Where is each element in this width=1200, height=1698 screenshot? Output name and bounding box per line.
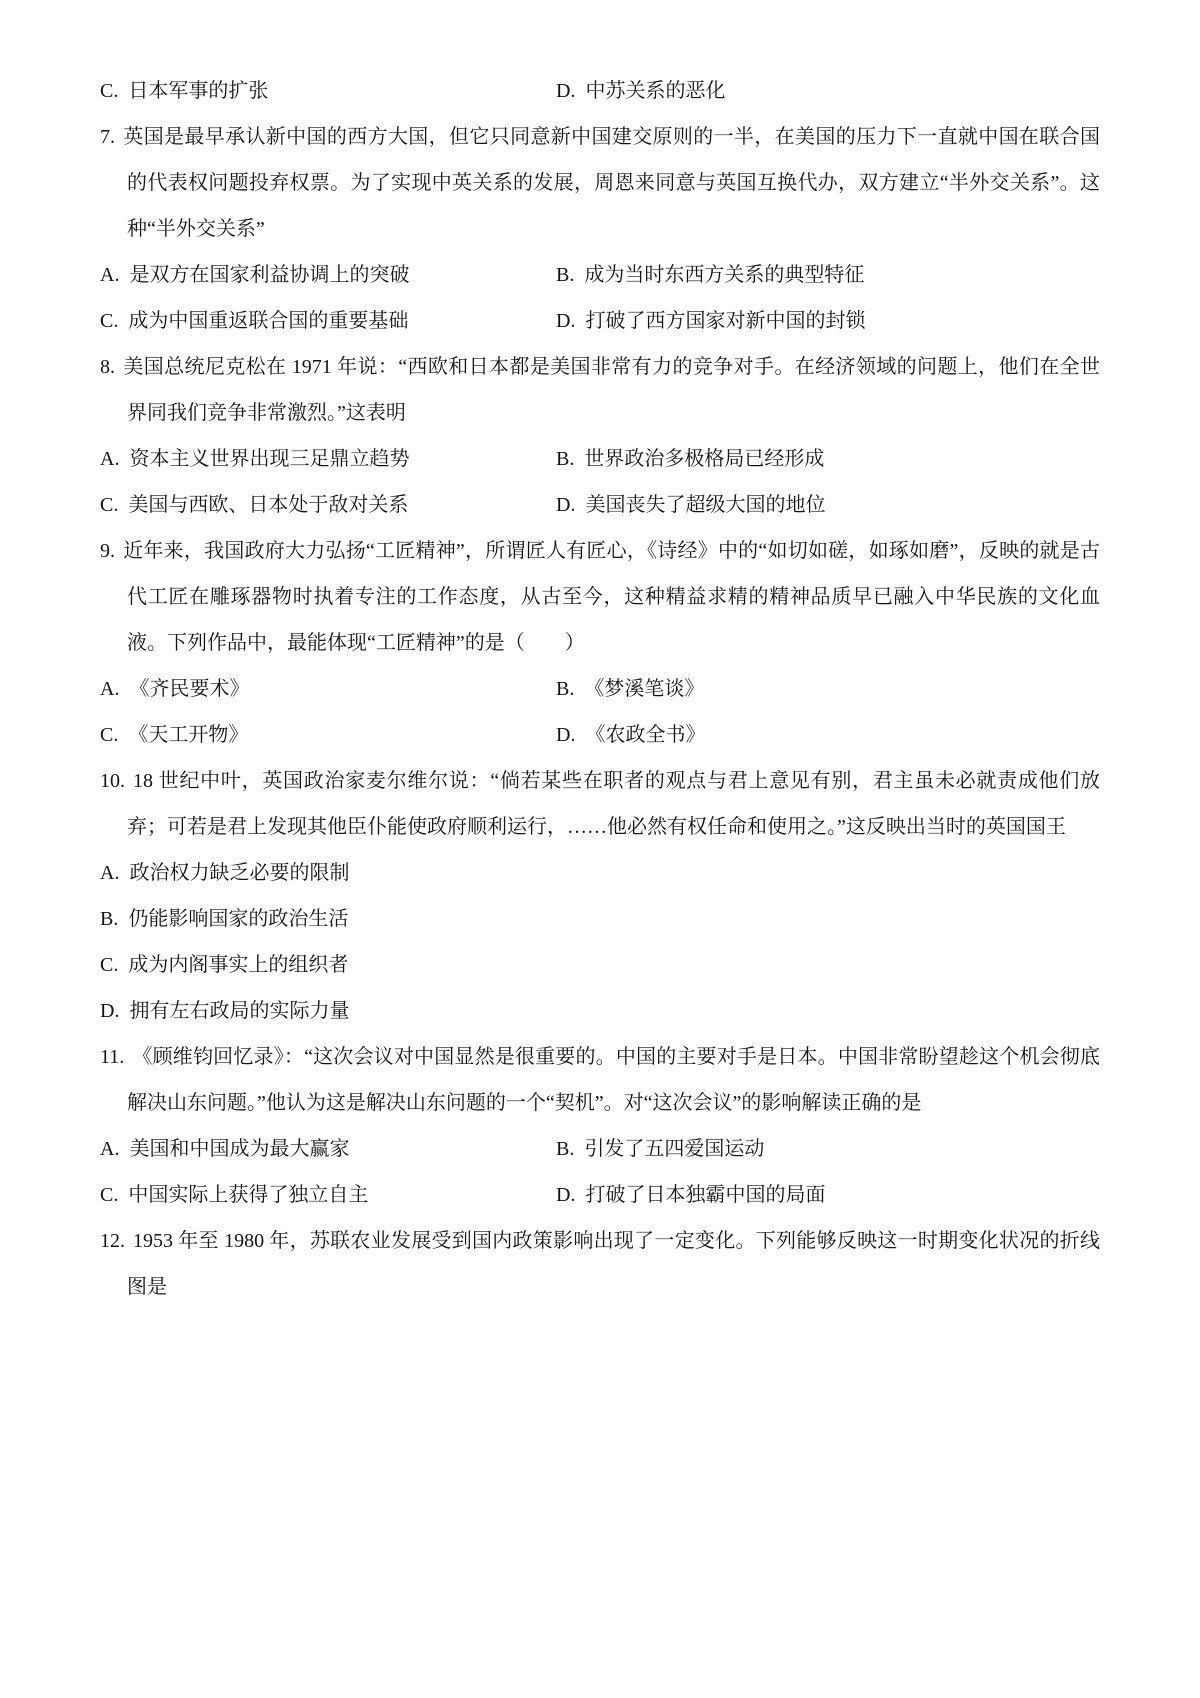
option (556, 1126, 1100, 1172)
option-label: D. (556, 310, 576, 332)
option (556, 252, 1100, 298)
option-row (100, 298, 1100, 344)
option (100, 954, 348, 976)
option-label: B. (556, 1138, 575, 1160)
question-stem (100, 1034, 1100, 1126)
option-text: 《梦溪笔谈》 (584, 678, 705, 700)
option (556, 436, 1100, 482)
question-text: 1953 年至 1980 年，苏联农业发展受到国内政策影响出现了一定变化。下列能够反映这一时期变化状况的折线图是 (127, 1230, 1100, 1298)
option-text: 是双方在国家利益协调上的突破 (129, 264, 410, 286)
option-text: 世界政治多极格局已经形成 (584, 448, 825, 470)
option-label: A. (100, 1138, 120, 1160)
option-text: 《齐民要术》 (129, 678, 250, 700)
option (100, 482, 556, 528)
option-label: D. (556, 1184, 576, 1206)
option-text: 日本军事的扩张 (128, 80, 269, 102)
question-stem (100, 114, 1100, 252)
option-label: D. (556, 80, 576, 102)
option-label: D. (100, 1000, 120, 1022)
option (100, 252, 556, 298)
option-row (100, 850, 1100, 896)
option-label: C. (100, 310, 119, 332)
option-text: 资本主义世界出现三足鼎立趋势 (129, 448, 410, 470)
option (556, 298, 1100, 344)
option (100, 862, 349, 884)
option (556, 1172, 1100, 1218)
option-label: A. (100, 448, 120, 470)
option-text: 拥有左右政局的实际力量 (129, 1000, 350, 1022)
option-row (100, 252, 1100, 298)
question-text: 美国总统尼克松在 1971 年说：“西欧和日本都是美国非常有力的竞争对手。在经济领域的问题上，他们在全世界同我们竞争非常激烈。”这表明 (123, 356, 1100, 424)
question-number: 9. (100, 540, 115, 562)
option-label: B. (100, 908, 119, 930)
option (100, 712, 556, 758)
option-label: A. (100, 678, 120, 700)
question-number: 11. (100, 1046, 125, 1068)
question-stem (100, 758, 1100, 850)
option (556, 482, 1100, 528)
option-label: A. (100, 264, 120, 286)
option-label: C. (100, 1184, 119, 1206)
option (100, 1000, 349, 1022)
question-text: 《顾维钧回忆录》：“这次会议对中国显然是很重要的。中国的主要对手是日本。中国非常盼望趁这个机会彻底解决山东问题。”他认为这是解决山东问题的一个“契机”。对“这次会议”的影响解读正确的是 (127, 1046, 1100, 1114)
question-number: 8. (100, 356, 115, 378)
option-row (100, 1172, 1100, 1218)
option-text: 打破了日本独霸中国的局面 (585, 1184, 826, 1206)
question-stem (100, 528, 1100, 666)
option-label: D. (556, 494, 576, 516)
option-row (100, 988, 1100, 1034)
option-row (100, 666, 1100, 712)
option-row (100, 896, 1100, 942)
option (100, 436, 556, 482)
question-number: 10. (100, 770, 125, 792)
option-label: C. (100, 954, 119, 976)
option-text: 《农政全书》 (585, 724, 706, 746)
question-number: 12. (100, 1230, 125, 1252)
option-text: 中国实际上获得了独立自主 (128, 1184, 369, 1206)
option-text: 政治权力缺乏必要的限制 (129, 862, 350, 884)
question-stem (100, 344, 1100, 436)
option-label: A. (100, 862, 120, 884)
option (100, 1172, 556, 1218)
option-label: C. (100, 80, 119, 102)
option-row (100, 942, 1100, 988)
option-label: D. (556, 724, 576, 746)
question-stem (100, 1218, 1100, 1310)
option-row (100, 436, 1100, 482)
question-number: 7. (100, 126, 115, 148)
option (100, 1126, 556, 1172)
option-row (100, 482, 1100, 528)
option (100, 908, 348, 930)
option-label: C. (100, 724, 119, 746)
option-label: C. (100, 494, 119, 516)
option-text: 美国丧失了超级大国的地位 (585, 494, 826, 516)
question-text: 18 世纪中叶，英国政治家麦尔维尔说：“倘若某些在职者的观点与君上意见有别，君主虽未必就责成他们放弃；可若是君上发现其他臣仆能使政府顺利运行，……他必然有权任命和使用之。”这反映出当时的英国国王 (127, 770, 1100, 838)
option-text: 中苏关系的恶化 (585, 80, 726, 102)
option-text: 《天工开物》 (128, 724, 249, 746)
option (556, 712, 1100, 758)
option-label: B. (556, 678, 575, 700)
option-text: 美国和中国成为最大赢家 (129, 1138, 350, 1160)
option-text: 成为中国重返联合国的重要基础 (128, 310, 409, 332)
option-row (100, 1126, 1100, 1172)
option-text: 引发了五四爱国运动 (584, 1138, 765, 1160)
option (556, 68, 1100, 114)
question-text: 英国是最早承认新中国的西方大国，但它只同意新中国建交原则的一半，在美国的压力下一直就中国在联合国的代表权问题投弃权票。为了实现中英关系的发展，周恩来同意与英国互换代办，双方建立“半外交关系”。这种“半外交关系” (123, 126, 1100, 240)
option (556, 666, 1100, 712)
option-text: 美国与西欧、日本处于敌对关系 (128, 494, 409, 516)
option-row (100, 68, 1100, 114)
option (100, 666, 556, 712)
option-label: B. (556, 448, 575, 470)
question-list (100, 68, 1100, 1310)
option-text: 仍能影响国家的政治生活 (128, 908, 349, 930)
option-row (100, 712, 1100, 758)
option-text: 成为当时东西方关系的典型特征 (584, 264, 865, 286)
option (100, 68, 556, 114)
option (100, 298, 556, 344)
option-text: 打破了西方国家对新中国的封锁 (585, 310, 866, 332)
option-label: B. (556, 264, 575, 286)
option-text: 成为内阁事实上的组织者 (128, 954, 349, 976)
question-text: 近年来，我国政府大力弘扬“工匠精神”，所谓匠人有匠心，《诗经》中的“如切如磋，如琢如磨”，反映的就是古代工匠在雕琢器物时执着专注的工作态度，从古至今，这种精益求精的精神品质早已融入中华民族的文化血液。下列作品中，最能体现“工匠精神”的是（ ） (123, 540, 1100, 654)
